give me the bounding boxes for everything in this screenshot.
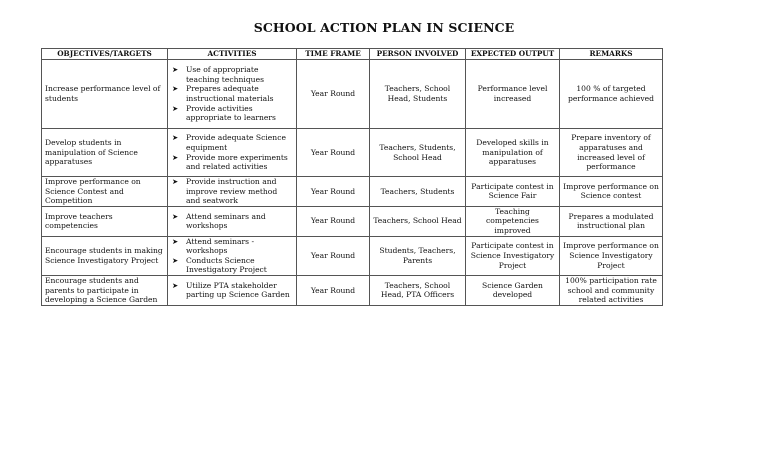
remarks-cell: Improve performance on Science Investigatory Project bbox=[560, 236, 663, 275]
arrow-bullet-icon: ➤ bbox=[172, 280, 179, 290]
header-remarks: REMARKS bbox=[560, 49, 663, 60]
output-cell: Participate contest in Science Fair bbox=[466, 177, 560, 207]
table-header-row bbox=[42, 49, 663, 60]
objective-cell: Increase performance level of students bbox=[42, 60, 168, 129]
persons-cell: Teachers, Students, School Head bbox=[370, 129, 466, 177]
header-time-frame: TIME FRAME bbox=[297, 49, 370, 60]
objective-cell: Improve performance on Science Contest and Competition bbox=[42, 177, 168, 207]
arrow-bullet-icon: ➤ bbox=[172, 103, 179, 113]
activity-text: Provide adequate Science equipment bbox=[186, 133, 286, 152]
activities-cell bbox=[168, 129, 297, 177]
activity-item bbox=[171, 212, 293, 231]
table-row bbox=[42, 177, 663, 207]
page-title: SCHOOL ACTION PLAN IN SCIENCE bbox=[253, 20, 515, 35]
table-row bbox=[42, 60, 663, 129]
activity-item bbox=[171, 133, 293, 152]
persons-cell: Teachers, School Head bbox=[370, 206, 466, 236]
time-frame-cell: Year Round bbox=[297, 177, 370, 207]
activities-cell bbox=[168, 60, 297, 129]
arrow-bullet-icon: ➤ bbox=[172, 211, 179, 221]
action-plan-table bbox=[41, 48, 663, 306]
activity-item bbox=[171, 177, 293, 206]
persons-cell: Students, Teachers, Parents bbox=[370, 236, 466, 275]
arrow-bullet-icon: ➤ bbox=[172, 65, 179, 75]
time-frame-cell: Year Round bbox=[297, 129, 370, 177]
table-row bbox=[42, 206, 663, 236]
activity-item bbox=[171, 281, 293, 300]
activity-item bbox=[171, 104, 293, 123]
remarks-cell: 100 % of targeted performance achieved bbox=[560, 60, 663, 129]
output-cell: Performance level increased bbox=[466, 60, 560, 129]
output-cell: Developed skills in manipulation of apparatuses bbox=[466, 129, 560, 177]
persons-cell: Teachers, School Head, PTA Officers bbox=[370, 275, 466, 305]
activity-text: Use of appropriate teaching techniques bbox=[186, 65, 264, 84]
remarks-cell: Prepares a modulated instructional plan bbox=[560, 206, 663, 236]
header-person-involved: PERSON INVOLVED bbox=[370, 49, 466, 60]
persons-cell: Teachers, School Head, Students bbox=[370, 60, 466, 129]
activity-item bbox=[171, 237, 293, 256]
activity-text: Attend seminars -workshops bbox=[186, 236, 255, 256]
arrow-bullet-icon: ➤ bbox=[172, 236, 179, 246]
activity-text: Provide more experiments and related activities bbox=[186, 152, 288, 172]
activities-cell bbox=[168, 236, 297, 275]
objective-cell: Encourage students and parents to participate in developing a Science Garden bbox=[42, 275, 168, 305]
header-expected-output: EXPECTED OUTPUT bbox=[466, 49, 560, 60]
table-row bbox=[42, 275, 663, 305]
arrow-bullet-icon: ➤ bbox=[172, 255, 179, 265]
header-objectives: OBJECTIVES/TARGETS bbox=[42, 49, 168, 60]
persons-cell: Teachers, Students bbox=[370, 177, 466, 207]
output-cell: Science Garden developed bbox=[466, 275, 560, 305]
time-frame-cell: Year Round bbox=[297, 275, 370, 305]
activity-item bbox=[171, 153, 293, 172]
header-activities: ACTIVITIES bbox=[168, 49, 297, 60]
arrow-bullet-icon: ➤ bbox=[172, 152, 179, 162]
objective-cell: Encourage students in making Science Investigatory Project bbox=[42, 236, 168, 275]
output-cell: Teaching competencies improved bbox=[466, 206, 560, 236]
activity-text: Attend seminars and workshops bbox=[186, 211, 266, 231]
objective-cell: Improve teachers competencies bbox=[42, 206, 168, 236]
objective-cell: Develop students in manipulation of Science apparatuses bbox=[42, 129, 168, 177]
activities-cell bbox=[168, 275, 297, 305]
activities-cell bbox=[168, 206, 297, 236]
arrow-bullet-icon: ➤ bbox=[172, 84, 179, 94]
arrow-bullet-icon: ➤ bbox=[172, 133, 179, 143]
activity-text: Provide activities appropriate to learners bbox=[186, 103, 276, 123]
activity-text: Utilize PTA stakeholder parting up Science Garden bbox=[186, 280, 290, 300]
remarks-cell: Improve performance on Science contest bbox=[560, 177, 663, 207]
activity-text: Prepares adequate instructional materials bbox=[186, 84, 274, 103]
remarks-cell: 100% participation rate school and community related activities bbox=[560, 275, 663, 305]
remarks-cell: Prepare inventory of apparatuses and increased level of performance bbox=[560, 129, 663, 177]
activity-item bbox=[171, 65, 293, 84]
time-frame-cell: Year Round bbox=[297, 206, 370, 236]
time-frame-cell: Year Round bbox=[297, 60, 370, 129]
table-row bbox=[42, 236, 663, 275]
activity-text: Conducts Science Investigatory Project bbox=[186, 255, 267, 275]
arrow-bullet-icon: ➤ bbox=[172, 177, 179, 186]
activity-item bbox=[171, 84, 293, 103]
activity-item bbox=[171, 256, 293, 275]
activity-text: Provide instruction and improve review method and seatwork bbox=[186, 177, 278, 206]
table-row bbox=[42, 129, 663, 177]
activities-cell bbox=[168, 177, 297, 207]
time-frame-cell: Year Round bbox=[297, 236, 370, 275]
output-cell: Participate contest in Science Investigatory Project bbox=[466, 236, 560, 275]
